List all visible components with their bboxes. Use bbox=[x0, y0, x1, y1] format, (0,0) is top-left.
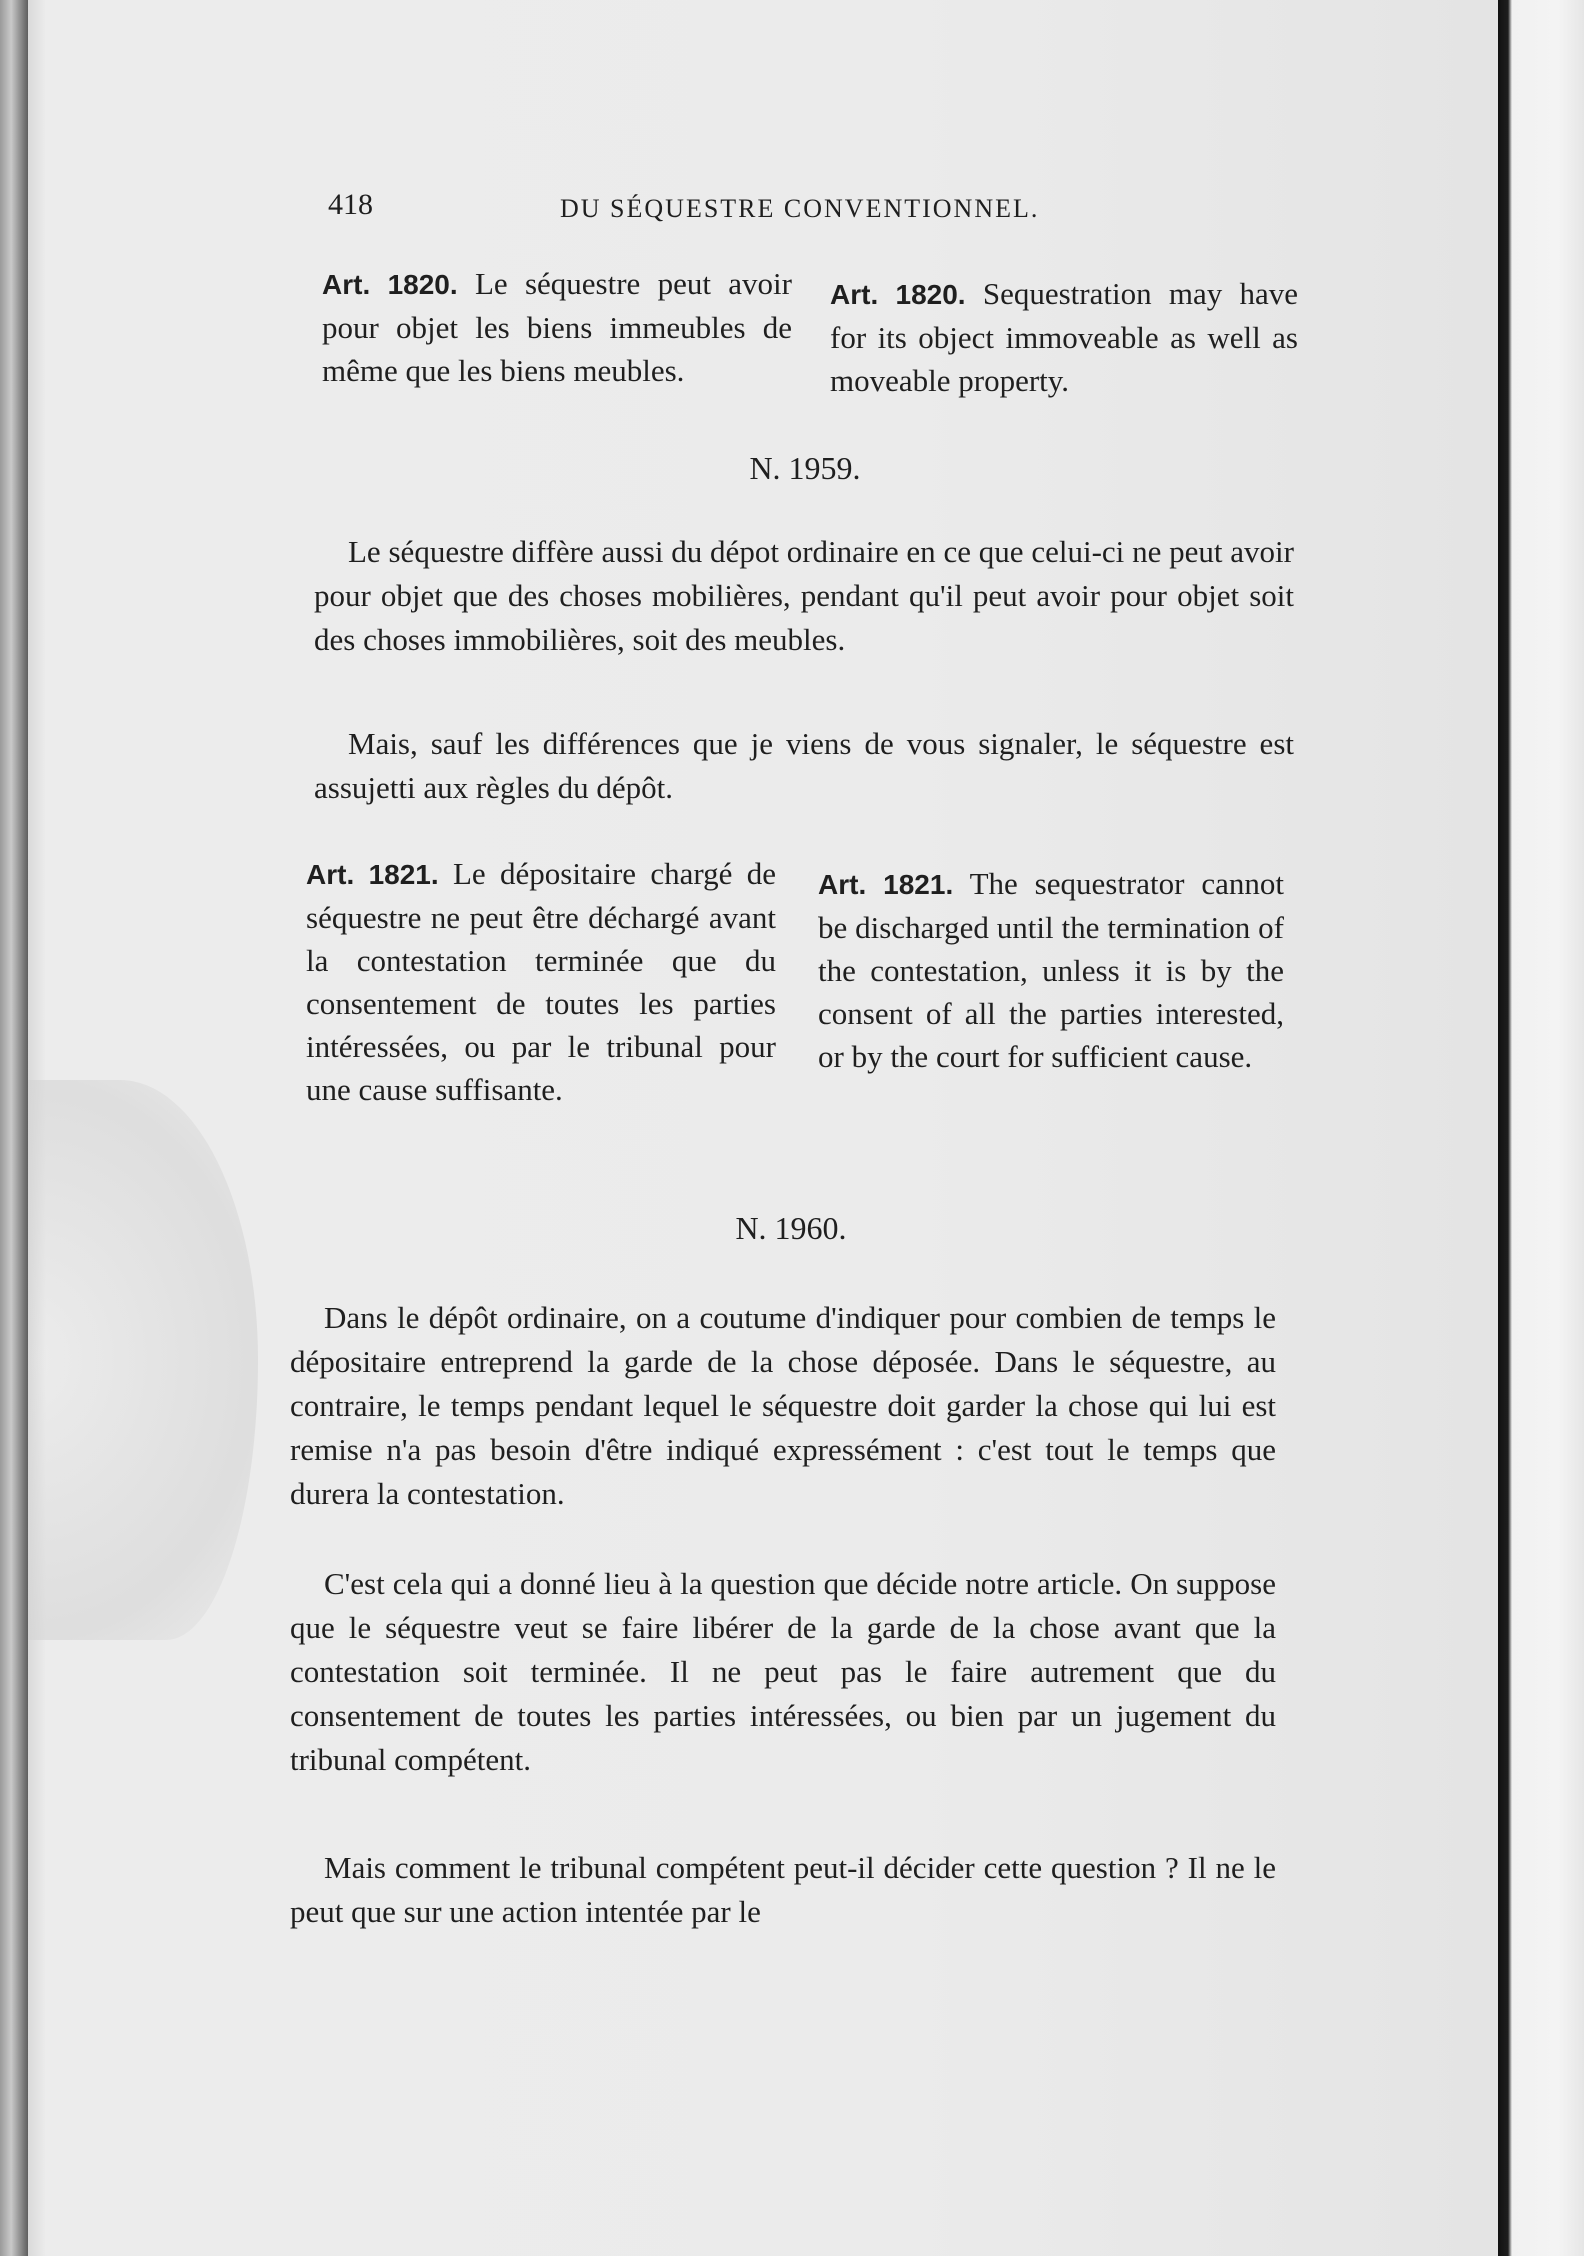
paragraph-1960-2: C'est cela qui a donné lieu à la question que décide notre article. On suppose que le séquestre veut se faire libérer de la garde de la chose avant que la contestation soit terminée. Il ne peut pas le faire autrement que du consentement de toutes les parties intéressées, ou bien par un jugement du tribunal compétent. bbox=[290, 1566, 1276, 1777]
article-text: Sequestration may have for its object immoveable as well as moveable property. bbox=[830, 276, 1298, 398]
section-heading-1960: N. 1960. bbox=[735, 1210, 847, 1246]
right-page-edge bbox=[1498, 0, 1584, 2256]
article-label: Art. 1820. bbox=[830, 279, 966, 310]
article-1820-french bbox=[322, 262, 792, 392]
article-1821-french bbox=[306, 852, 776, 1111]
article-label: Art. 1820. bbox=[322, 269, 458, 300]
section-heading-1959: N. 1959. bbox=[749, 450, 861, 486]
left-binding-edge bbox=[0, 0, 28, 2256]
paragraph-1959-1: Le séquestre diffère aussi du dépot ordinaire en ce que celui-ci ne peut avoir pour objet que des choses mobilières, pendant qu'il peut avoir pour objet soit des choses immobilières, soit des meubles. bbox=[314, 534, 1294, 657]
article-label: Art. 1821. bbox=[818, 869, 954, 900]
page-number: 418 bbox=[328, 188, 373, 221]
article-text: The sequestrator cannot be discharged until the termination of the contestation, unless it is by the consent of all the parties interested, or by the court for sufficient cause. bbox=[818, 866, 1284, 1074]
article-label: Art. 1821. bbox=[306, 859, 439, 890]
article-text: Le dépositaire chargé de séquestre ne peut être déchargé avant la contestation terminée que du consentement de toutes les parties intéressées, ou par le tribunal pour une cause suffisante. bbox=[306, 856, 777, 1107]
paragraph-1959-2: Mais, sauf les différences que je viens de vous signaler, le séquestre est assujetti aux règles du dépôt. bbox=[314, 726, 1294, 805]
paragraph-1960-1: Dans le dépôt ordinaire, on a coutume d'indiquer pour combien de temps le dépositaire entreprend la garde de la chose déposée. Dans le séquestre, au contraire, le temps pendant lequel le séquestre doit garder la chose qui lui est remise n'a pas besoin d'être indiqué expressément : c'est tout le temps que durera la contestation. bbox=[290, 1300, 1276, 1511]
article-text: Le séquestre peut avoir pour objet les biens immeubles de même que les biens meubles. bbox=[322, 266, 792, 388]
article-1821-english bbox=[818, 862, 1284, 1078]
article-1820-english bbox=[830, 272, 1298, 402]
paragraph-1960-3: Mais comment le tribunal compétent peut-il décider cette question ? Il ne le peut que sur une action intentée par le bbox=[290, 1850, 1276, 1929]
running-title: DU SÉQUESTRE CONVENTIONNEL. bbox=[560, 194, 1040, 223]
